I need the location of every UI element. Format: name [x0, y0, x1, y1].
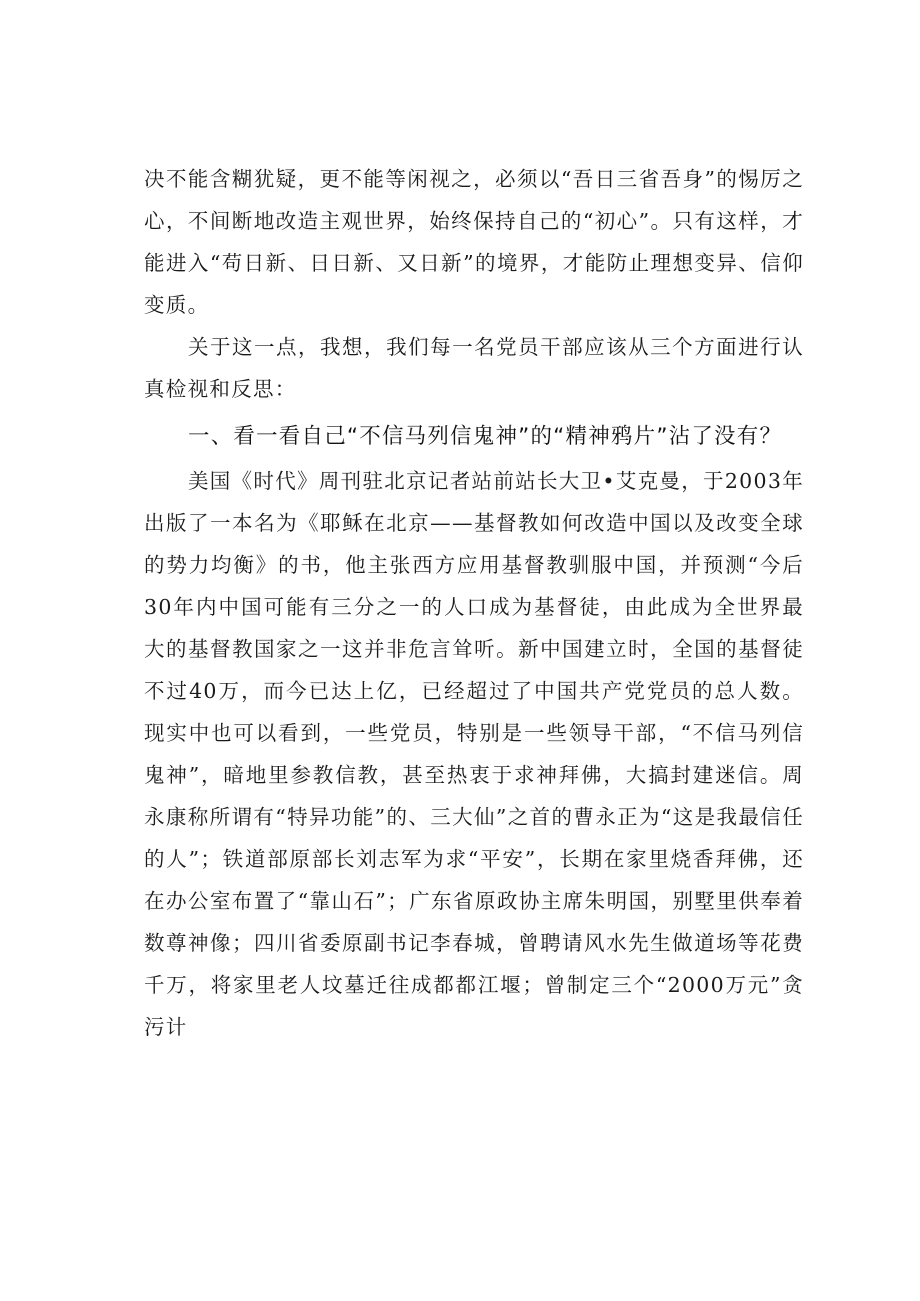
section-heading: 一、看一看自己“不信马列信鬼神”的“精神鸦片”沾了没有？	[188, 424, 783, 449]
paragraph-intro: 关于这一点，我想，我们每一名党员干部应该从三个方面进行认真检视和反思：	[144, 335, 804, 401]
paragraph-body: 美国《时代》周刊驻北京记者站前站长大卫•艾克曼，于2003年出版了一本名为《耶稣在北京——基督教如何改造中国以及改变全球的势力均衡》的书，他主张西方应用基督教驯服中国，并预测“今后30年内中国可能有三分之一的人口成为基督徒，由此成为全世界最大的基督教国家之一这并非危言耸听。新中国建立时，全国的基督徒不过40万，而今已达上亿，已经超过了中国共产党党员的总人数。现实中也可以看到，一些党员，特别是一些领导干部，“不信马列信鬼神”，暗地里参教信教，甚至热衷于求神拜佛，大搞封建迷信。周永康称所谓有“特异功能”的、三大仙”之首的曹永正为“这是我最信任的人”；铁道部原部长刘志军为求“平安”，长期在家里烧香拜佛，还在办公室布置了“靠山石”；广东省原政协主席朱明国，别墅里供奉着数尊神像；四川省委原副书记李春城，曾聘请风水先生做道场等花费千万，将家里老人坟墓迁往成都都江堰；曾制定三个“2000万元”贪污计	[144, 469, 804, 1039]
document-body	[144, 158, 804, 1048]
paragraph-continuation: 决不能含糊犹疑，更不能等闲视之，必须以“吾日三省吾身”的惕厉之心，不间断地改造主观世界，始终保持自己的“初心”。只有这样，才能进入“苟日新、日日新、又日新”的境界，才能防止理想变异、信仰变质。	[144, 167, 804, 317]
